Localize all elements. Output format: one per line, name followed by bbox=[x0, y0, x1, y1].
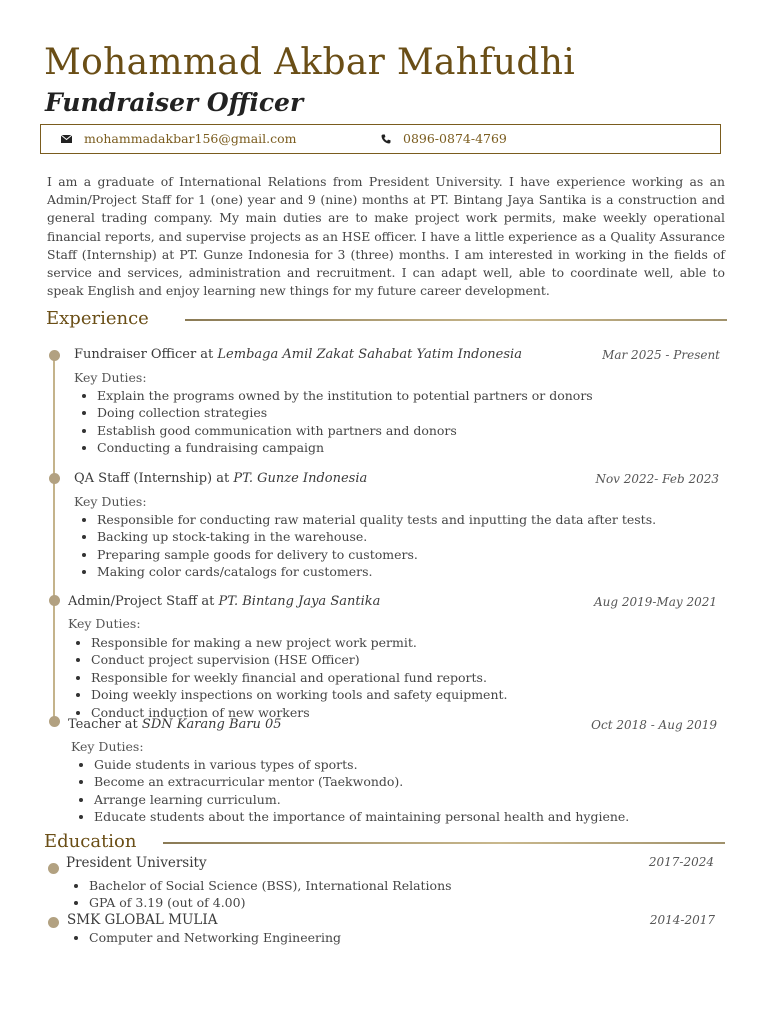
job-date: Aug 2019-May 2021 bbox=[593, 595, 717, 609]
school-name: SMK GLOBAL MULIA bbox=[67, 912, 218, 928]
education-heading: Education bbox=[44, 831, 137, 852]
education-detail-item: GPA of 3.19 (out of 4.00) bbox=[67, 894, 452, 911]
duty-item: Conduct induction of new workers bbox=[69, 704, 508, 721]
job-role bbox=[68, 594, 380, 609]
experience-divider bbox=[185, 319, 727, 321]
job-role-title: QA Staff (Internship) at bbox=[74, 471, 230, 486]
education-divider bbox=[163, 842, 725, 844]
duty-item: Arrange learning curriculum. bbox=[72, 791, 629, 808]
job-date: Nov 2022- Feb 2023 bbox=[595, 472, 719, 486]
experience-timeline bbox=[53, 356, 55, 721]
key-duties-label: Key Duties: bbox=[71, 739, 144, 754]
school-name: President University bbox=[66, 855, 207, 871]
email-text[interactable]: mohammadakbar156@gmail.com bbox=[84, 131, 297, 146]
school-date: 2017-2024 bbox=[648, 855, 714, 869]
key-duties-label: Key Duties: bbox=[68, 616, 141, 631]
duty-item: Preparing sample goods for delivery to customers. bbox=[75, 546, 656, 563]
education-details bbox=[67, 877, 452, 912]
duty-item: Guide students in various types of sports. bbox=[72, 756, 629, 773]
duty-item: Making color cards/catalogs for customers. bbox=[75, 563, 656, 580]
job-company: PT. Gunze Indonesia bbox=[233, 471, 368, 486]
duty-item: Doing weekly inspections on working tools and safety equipment. bbox=[69, 686, 508, 703]
job-company: PT. Bintang Jaya Santika bbox=[218, 594, 381, 609]
education-dot bbox=[48, 917, 59, 928]
phone-item[interactable] bbox=[381, 131, 507, 146]
duty-item: Explain the programs owned by the institution to potential partners or donors bbox=[75, 387, 593, 404]
education-detail-item: Computer and Networking Engineering bbox=[67, 929, 341, 946]
timeline-dot bbox=[49, 350, 60, 361]
job-title: Fundraiser Officer bbox=[45, 88, 304, 117]
job-role-title: Fundraiser Officer at bbox=[74, 347, 214, 362]
job-role-title: Teacher at bbox=[68, 717, 138, 732]
duty-item: Educate students about the importance of maintaining personal health and hygiene. bbox=[72, 808, 629, 825]
job-date: Mar 2025 - Present bbox=[602, 348, 720, 362]
job-role bbox=[74, 347, 522, 362]
duty-item: Backing up stock-taking in the warehouse. bbox=[75, 528, 656, 545]
duty-list bbox=[75, 511, 656, 581]
duty-list bbox=[75, 387, 593, 457]
duty-list bbox=[72, 756, 629, 826]
school-date: 2014-2017 bbox=[649, 913, 715, 927]
duty-item: Responsible for conducting raw material quality tests and inputting the data after tests. bbox=[75, 511, 656, 528]
duty-item: Doing collection strategies bbox=[75, 404, 593, 421]
timeline-dot bbox=[49, 473, 60, 484]
duty-item: Conducting a fundraising campaign bbox=[75, 439, 593, 456]
key-duties-label: Key Duties: bbox=[74, 494, 147, 509]
job-company: SDN Karang Baru 05 bbox=[141, 717, 282, 732]
education-dot bbox=[48, 863, 59, 874]
job-role-title: Admin/Project Staff at bbox=[68, 594, 215, 609]
phone-text[interactable]: 0896-0874-4769 bbox=[403, 131, 507, 146]
email-item[interactable] bbox=[61, 131, 297, 146]
job-role bbox=[74, 471, 367, 486]
profile-summary: I am a graduate of International Relations from President University. I have experience working as an Admin/Project Staff for 1 (one) year and 9 (nine) months at PT. Bintang Jaya Santika is a construction and general trading company. My main duties are to make project work permits, make weekly operational financial reports, and supervise projects as an HSE officer. I have a little experience as a Quality Assurance Staff (Internship) at PT. Gunze Indonesia for 3 (three) months. I am interested in working in the fields of service and services, administration and recruitment. I can adapt well, able to coordinate well, able to speak English and enjoy learning new things for my future career development. bbox=[47, 174, 725, 299]
job-role bbox=[68, 717, 282, 732]
timeline-dot bbox=[49, 716, 60, 727]
duty-item: Responsible for making a new project work permit. bbox=[69, 634, 508, 651]
duty-item: Establish good communication with partners and donors bbox=[75, 422, 593, 439]
experience-heading: Experience bbox=[46, 308, 149, 329]
timeline-dot bbox=[49, 595, 60, 606]
candidate-name: Mohammad Akbar Mahfudhi bbox=[44, 42, 576, 83]
contact-bar bbox=[40, 124, 721, 154]
duty-item: Become an extracurricular mentor (Taekwondo). bbox=[72, 773, 629, 790]
key-duties-label: Key Duties: bbox=[74, 370, 147, 385]
duty-item: Responsible for weekly financial and operational fund reports. bbox=[69, 669, 508, 686]
duty-list bbox=[69, 634, 508, 721]
job-date: Oct 2018 - Aug 2019 bbox=[591, 718, 717, 732]
phone-icon bbox=[381, 134, 391, 144]
education-detail-item: Bachelor of Social Science (BSS), International Relations bbox=[67, 877, 452, 894]
envelope-icon bbox=[61, 135, 72, 143]
job-company: Lembaga Amil Zakat Sahabat Yatim Indonesia bbox=[217, 347, 522, 362]
education-details bbox=[67, 929, 341, 946]
duty-item: Conduct project supervision (HSE Officer) bbox=[69, 651, 508, 668]
